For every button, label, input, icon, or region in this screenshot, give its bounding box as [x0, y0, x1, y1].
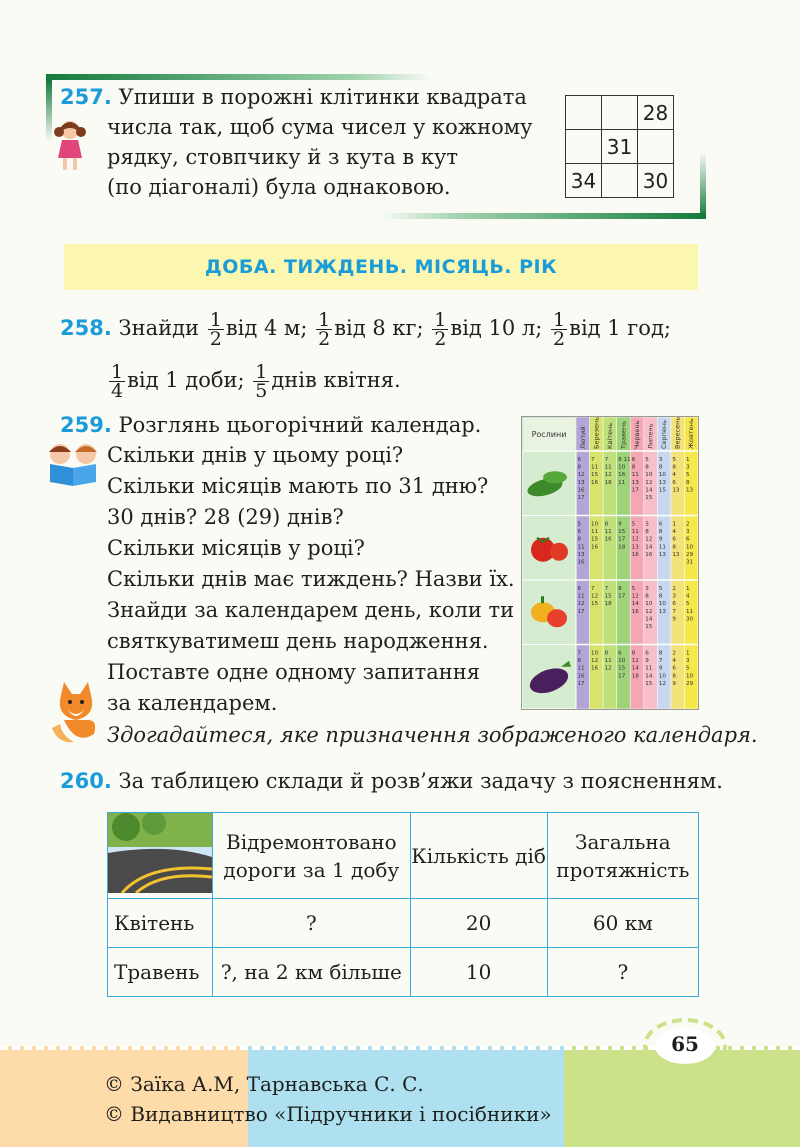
exercise-text-line: за календарем. — [107, 691, 278, 715]
calendar-day-number: 9 — [645, 658, 649, 665]
calendar-day-number: 10 — [618, 464, 626, 471]
exercise-text-line: (по діагоналі) була однаковою. — [107, 175, 451, 199]
calendar-day-number: 10 — [658, 601, 666, 608]
calendar-day-number: 9 — [672, 680, 676, 687]
calendar-day-number: 7 — [604, 457, 609, 463]
calendar-day-number: 14 — [631, 665, 639, 672]
calendar-day-number: 3 — [645, 586, 649, 592]
fraction: $\frac{1}{2}$ — [434, 309, 447, 350]
magic-cell: 34 — [566, 164, 602, 198]
row-label: Травень — [108, 948, 213, 997]
exercise-text-line: числа так, щоб сума чисел у кожному — [107, 115, 533, 139]
fraction: $\frac{1}{4}$ — [111, 361, 124, 402]
table-cell: 20 — [410, 899, 547, 948]
exercise-text-line: Скільки місяців мають по 31 дню? — [107, 474, 489, 498]
calendar-month-label: Лютий — [578, 426, 587, 449]
exercise-text: За таблицею склади й розв’яжи задачу з поясненням. — [118, 769, 723, 793]
pepper-icon — [547, 609, 567, 627]
calendar-day-number: 15 — [591, 601, 599, 608]
calendar-day-number: 11 — [631, 529, 639, 536]
calendar-month-label: Липень — [646, 423, 655, 449]
calendar-day-number: 6 — [577, 457, 582, 463]
calendar-day-number: 4 — [672, 472, 676, 479]
exercise-number: 260. — [60, 769, 112, 793]
exercise-italic-note: Здогадайтеся, яке призначення зображеного календаря. — [107, 723, 758, 747]
road-icon — [108, 813, 212, 893]
calendar-day-number: 13 — [631, 479, 639, 486]
calendar-day-number: 9 — [672, 616, 676, 623]
calendar-day-number: 17 — [618, 673, 626, 680]
calendar-day-number: 1 — [685, 650, 690, 657]
decor-bar — [46, 74, 432, 80]
calendar-day-number: 8 — [645, 464, 649, 471]
calendar-day-number: 10 — [591, 650, 599, 657]
calendar-day-number: 11 — [577, 665, 585, 672]
calendar-day-number: 12 — [577, 601, 585, 608]
calendar-day-number: 9 — [618, 521, 622, 528]
exercise-text-line: Упиши в порожні клітинки квадрата — [118, 85, 527, 109]
fox-icon — [50, 680, 100, 746]
calendar-day-number: 17 — [618, 536, 626, 543]
calendar-day-number: 8 — [658, 464, 663, 471]
calendar-day-number: 3 — [685, 658, 690, 665]
calendar-month-label: Квітень — [605, 422, 614, 449]
magic-cell[interactable] — [638, 130, 674, 164]
calendar-day-number: 15 — [591, 536, 599, 543]
calendar-month-label: Червень — [633, 420, 641, 449]
magic-cell: 31 — [602, 130, 638, 164]
calendar-day-number: 17 — [577, 608, 585, 615]
calendar-day-number: 8 — [604, 650, 609, 657]
fraction-text: від 1 доби; — [127, 368, 245, 392]
calendar-day-number: 8 — [672, 464, 676, 471]
calendar-day-number: 12 — [631, 536, 639, 543]
calendar-day-number: 16 — [577, 559, 585, 566]
calendar-day-number: 12 — [591, 593, 599, 600]
calendar-day-number: 6 — [672, 601, 676, 608]
row-label: Квітень — [108, 899, 213, 948]
calendar-day-number: 5 — [685, 472, 690, 479]
calendar-day-number: 6 — [658, 521, 663, 528]
exercise-number: 257. — [60, 85, 112, 109]
calendar-day-number: 12 — [604, 665, 612, 672]
calendar-day-number: 10 — [685, 544, 694, 551]
calendar-day-number: 13 — [685, 487, 694, 494]
fraction-text: від 10 л; — [450, 316, 543, 340]
exercise-text-line: Скільки днів у цьому році? — [107, 443, 404, 467]
calendar-day-number: 13 — [577, 479, 585, 486]
calendar-day-number: 8 — [631, 650, 636, 657]
calendar-month-label: Серпень — [660, 420, 669, 449]
decor-bar — [700, 152, 706, 218]
calendar-day-number: 9 — [658, 665, 663, 672]
exercise-258-line2 — [107, 360, 401, 400]
calendar-day-number: 17 — [618, 593, 626, 600]
calendar-day-number: 1 — [685, 457, 690, 463]
calendar-day-number: 7 — [577, 650, 582, 657]
calendar-day-number: 6 — [577, 529, 582, 536]
calendar-day-number: 11 — [604, 658, 612, 665]
calendar-day-number: 15 — [645, 680, 653, 687]
magic-cell[interactable] — [602, 164, 638, 198]
exercise-text-line: Знайди за календарем день, коли ти — [107, 598, 515, 622]
calendar-day-number: 12 — [604, 472, 612, 479]
exercise-text: Знайди — [118, 316, 200, 340]
header-cell: Кількість діб — [410, 813, 547, 899]
pepper-icon — [541, 596, 544, 603]
calendar-day-number: 10 — [685, 673, 694, 680]
calendar-day-number: 15 — [604, 593, 612, 600]
calendar-day-number: 14 — [645, 544, 653, 551]
calendar-day-number: 12 — [577, 472, 585, 479]
section-heading: ДОБА. ТИЖДЕНЬ. МІСЯЦЬ. РІК — [64, 244, 698, 290]
page-number: 65 — [671, 1032, 699, 1056]
exercise-number: 258. — [60, 316, 112, 340]
exercise-number: 259. — [60, 413, 112, 437]
exercise-text-line: рядку, стовпчику й з кута в кут — [107, 145, 459, 169]
calendar-day-number: 10 — [618, 658, 626, 665]
calendar-month-label: Жовтень — [687, 418, 696, 449]
calendar-day-number: 29 — [685, 551, 694, 558]
calendar-day-number: 5 — [577, 521, 582, 528]
calendar-month-label: Вересень — [673, 417, 682, 449]
calendar-day-number: 5 — [685, 601, 690, 608]
calendar-day-number: 5 — [672, 457, 676, 463]
fraction-text: днів квітня. — [271, 368, 401, 392]
calendar-day-number: 8 — [658, 529, 663, 536]
fraction-text: від 1 год; — [569, 316, 671, 340]
calendar-day-number: 16 — [604, 536, 612, 543]
calendar-day-number: 30 — [685, 616, 694, 623]
exercise-text-line: Скільки місяців у році? — [107, 536, 365, 560]
calendar-day-number: 14 — [645, 673, 653, 680]
fraction: $\frac{1}{2}$ — [209, 309, 222, 350]
calendar-day-number: 16 — [591, 479, 599, 486]
fraction: $\frac{1}{2}$ — [318, 309, 331, 350]
exercise-text-line: 30 днів? 28 (29) днів? — [107, 505, 344, 529]
calendar-day-number: 16 — [631, 551, 639, 558]
calendar-day-number: 11 — [604, 464, 612, 471]
calendar-day-number: 5 — [685, 665, 690, 672]
calendar-day-number: 8 — [685, 479, 690, 486]
calendar-day-number: 6 — [577, 586, 582, 592]
calendar-day-number: 4 — [672, 658, 676, 665]
calendar-day-number: 13 — [658, 608, 666, 615]
calendar-day-number: 13 — [658, 479, 666, 486]
planting-calendar — [521, 416, 699, 710]
calendar-day-number: 13 — [631, 544, 639, 551]
calendar-day-number: 18 — [631, 673, 639, 680]
calendar-day-number: 10 — [645, 472, 653, 479]
calendar-day-number: 16 — [618, 472, 626, 479]
calendar-day-number: 3 — [672, 593, 676, 600]
fraction: $\frac{1}{2}$ — [553, 309, 566, 350]
calendar-day-number: 2 — [672, 650, 676, 657]
calendar-day-number: 8 — [672, 544, 676, 551]
road-image-cell — [108, 813, 213, 899]
calendar-day-number: 1 — [672, 521, 676, 528]
calendar-day-number: 11 — [604, 529, 612, 536]
calendar-day-number: 12 — [645, 608, 653, 615]
calendar-day-number: 3 — [645, 521, 649, 528]
fraction: $\frac{1}{5}$ — [255, 361, 268, 402]
calendar-day-number: 6 — [672, 479, 676, 486]
calendar-day-number: 12 — [658, 680, 666, 687]
calendar-day-number: 8 11 — [618, 457, 631, 463]
calendar-day-number: 11 — [591, 464, 599, 471]
calendar-day-number: 11 — [577, 593, 585, 600]
calendar-day-number: 17 — [577, 680, 585, 687]
calendar-day-number: 13 — [658, 551, 666, 558]
calendar-day-number: 17 — [631, 487, 639, 494]
calendar-day-number: 7 — [672, 608, 676, 615]
calendar-day-number: 5 — [658, 586, 663, 592]
calendar-day-number: 11 — [685, 608, 694, 615]
calendar-day-number: 5 — [631, 521, 636, 528]
calendar-day-number: 7 — [604, 586, 609, 592]
calendar-month-label: Березень — [592, 417, 601, 449]
calendar-day-number: 16 — [591, 544, 599, 551]
footer-publisher: © Видавництво «Підручники і посібники» — [104, 1102, 552, 1126]
table-cell: ? — [213, 899, 410, 948]
calendar-day-number: 15 — [645, 495, 653, 501]
calendar-day-number: 4 — [685, 593, 690, 600]
calendar-day-number: 13 — [672, 551, 680, 558]
magic-cell[interactable] — [566, 96, 602, 130]
calendar-day-number: 16 — [591, 665, 599, 672]
calendar-day-number: 2 — [672, 586, 676, 592]
calendar-day-number: 15 — [658, 487, 666, 494]
calendar-day-number: 8 — [631, 464, 636, 471]
calendar-day-number: 17 — [577, 495, 585, 501]
calendar-day-number: 16 — [577, 487, 585, 494]
cucumber-icon — [543, 471, 567, 483]
calendar-day-number: 12 — [645, 536, 653, 543]
task-table — [107, 812, 699, 997]
header-cell: Відремонтовано дороги за 1 добу — [213, 813, 410, 899]
girl-icon — [52, 118, 86, 174]
calendar-day-number: 8 — [577, 464, 582, 471]
calendar-day-number: 15 — [618, 665, 626, 672]
calendar-day-number: 6 — [645, 650, 649, 657]
tomato-icon — [550, 543, 568, 561]
kids-reading-icon — [42, 440, 104, 486]
calendar-header-label: Рослини — [531, 430, 567, 439]
calendar-day-number: 16 — [577, 673, 585, 680]
calendar-day-number: 13 — [577, 551, 585, 558]
calendar-day-number: 11 — [618, 479, 626, 486]
calendar-day-number: 11 — [645, 665, 653, 672]
table-cell: 60 км — [547, 899, 698, 948]
calendar-day-number: 15 — [591, 472, 599, 479]
calendar-day-number: 8 — [604, 521, 609, 528]
calendar-day-number: 13 — [672, 487, 680, 494]
calendar-day-number: 8 — [658, 650, 663, 657]
calendar-day-number: 7 — [658, 658, 663, 665]
calendar-day-number: 3 — [658, 457, 663, 463]
calendar-day-number: 16 — [631, 608, 639, 615]
decor-bar — [380, 213, 706, 219]
exercise-text-line: Розглянь цьогорічний календар. — [118, 413, 482, 437]
calendar-day-number: 10 — [645, 601, 653, 608]
table-cell: 10 — [410, 948, 547, 997]
calendar-day-number: 6 — [631, 457, 636, 463]
magic-cell: 28 — [638, 96, 674, 130]
calendar-day-number: 18 — [618, 544, 626, 551]
calendar-day-number: 5 — [631, 586, 636, 592]
calendar-day-number: 5 — [645, 457, 649, 463]
calendar-day-number: 12 — [631, 658, 639, 665]
magic-square — [565, 95, 674, 198]
calendar-day-number: 2 — [685, 521, 690, 528]
footer-band-left — [0, 1046, 250, 1147]
table-cell: ? — [547, 948, 698, 997]
calendar-day-number: 12 — [645, 479, 653, 486]
calendar-day-number: 7 — [591, 457, 595, 463]
calendar-month-label: Травень — [619, 421, 628, 449]
magic-cell[interactable] — [602, 96, 638, 130]
exercise-text-line: Поставте одне одному запитання — [107, 660, 480, 684]
calendar-day-number: 15 — [618, 529, 626, 536]
calendar-day-number: 6 — [618, 650, 622, 657]
calendar-day-number: 3 — [685, 529, 690, 536]
calendar-day-number: 18 — [604, 479, 612, 486]
magic-cell[interactable] — [566, 130, 602, 164]
calendar-day-number: 29 — [685, 680, 694, 687]
calendar-day-number: 10 — [658, 472, 666, 479]
calendar-day-number: 14 — [645, 616, 653, 623]
calendar-day-number: 8 — [645, 593, 649, 600]
calendar-day-number: 11 — [631, 472, 639, 479]
calendar-day-number: 7 — [591, 586, 595, 592]
footer-band-middle — [248, 1046, 566, 1147]
calendar-day-number: 18 — [604, 601, 612, 608]
calendar-day-number: 8 — [672, 673, 676, 680]
calendar-day-number: 12 — [591, 658, 599, 665]
footer-authors: © Заїка А.М, Тарнавська С. С. — [104, 1072, 424, 1096]
calendar-day-number: 8 — [658, 593, 663, 600]
calendar-day-number: 6 — [672, 536, 676, 543]
calendar-day-number: 10 — [658, 673, 666, 680]
table-cell: ?, на 2 км більше — [213, 948, 410, 997]
calendar-day-number: 16 — [645, 551, 653, 558]
calendar-day-number: 11 — [658, 544, 666, 551]
calendar-day-number: 8 — [645, 529, 649, 536]
calendar-day-number: 6 — [672, 665, 676, 672]
calendar-day-number: 10 — [591, 521, 599, 528]
calendar-day-number: 8 — [577, 658, 582, 665]
calendar-day-number: 1 — [685, 586, 690, 592]
calendar-day-number: 8 — [577, 536, 582, 543]
calendar-day-number: 11 — [577, 544, 585, 551]
exercise-text-line: Скільки днів має тиждень? Назви їх. — [107, 567, 515, 591]
magic-cell: 30 — [638, 164, 674, 198]
calendar-day-number: 15 — [645, 624, 653, 630]
header-cell: Загальна протяжність — [547, 813, 698, 899]
calendar-graphic — [522, 417, 698, 709]
calendar-day-number: 8 — [618, 586, 622, 592]
fraction-text: від 8 кг; — [334, 316, 424, 340]
calendar-day-number: 14 — [645, 487, 653, 494]
calendar-day-number: 11 — [591, 529, 599, 536]
calendar-day-number: 14 — [631, 601, 639, 608]
calendar-day-number: 9 — [658, 536, 663, 543]
calendar-day-number: 6 — [685, 536, 690, 543]
exercise-258-line1 — [60, 308, 671, 348]
fraction-text: від 4 м; — [225, 316, 308, 340]
exercise-text-line: святкуватимеш день народження. — [107, 629, 489, 653]
calendar-day-number: 31 — [685, 559, 694, 566]
calendar-day-number: 4 — [672, 529, 676, 536]
calendar-day-number: 12 — [631, 593, 639, 600]
calendar-day-number: 3 — [685, 464, 690, 471]
